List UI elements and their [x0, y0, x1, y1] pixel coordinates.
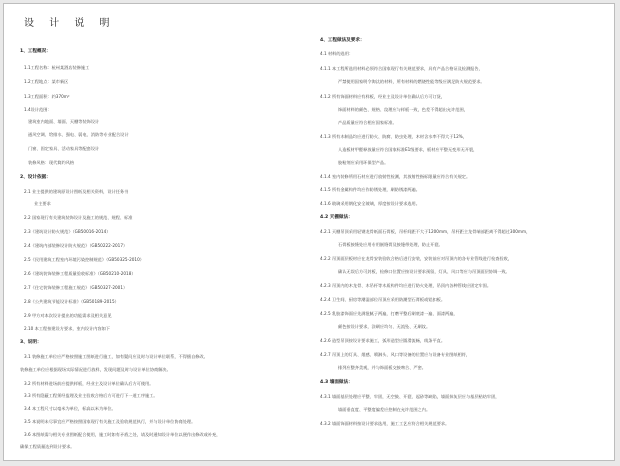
text-line: 2、设计依据：: [20, 175, 51, 180]
text-line: 颜色按设计要求，涂刷应均匀、无流坠、无刷纹。: [338, 324, 431, 329]
text-line: 饰面材料的颜色、规格、纹理应与样板一致，色差不得超出允许范围，: [338, 107, 468, 112]
text-line: 4.2.1 天棚吊顶采用轻钢龙骨纸面石膏板，吊杆间距不大于1200mm，吊杆距主龙骨端部距离不得超过300mm，: [320, 229, 531, 234]
text-line: 2.2 国家现行有关建筑装饰设计及施工的规范、规程、标准: [24, 215, 133, 220]
text-line: 门窗、固定家具、活动家具等配套设计: [28, 146, 100, 151]
text-line: 产品质量应符合相应国家标准。: [338, 120, 397, 125]
text-line: 3.3 所有隐蔽工程须经监理及业主验收合格后方可进行下一道工序施工。: [24, 393, 158, 398]
text-line: 4.1.2 所有饰面材料应有样板，经业主及设计单位确认后方可订货，: [320, 94, 446, 99]
text-line: 2.3《建筑设计防火规范》（GB50016-2014）: [24, 229, 111, 234]
text-line: 确保工程质量达到设计要求。: [20, 444, 75, 449]
text-line: 1、工程概况：: [20, 49, 51, 54]
text-line: 人造板材甲醛释放量应符合国家标准E1级要求，板材应平整无变形无开裂，: [338, 147, 478, 152]
text-line: 2.8《公共建筑节能设计标准》（GB50189-2015）: [24, 299, 119, 304]
text-line: 严禁使用国家明令淘汰的材料，所有材料的燃烧性能等级应满足防火规范要求。: [338, 79, 485, 84]
text-line: 建筑室内地面、墙面、天棚等装饰设计: [28, 119, 100, 124]
text-line: 4.2.7 吊顶上的灯具、烟感、喷淋头、风口等设备的位置应与设备专业图纸相符，: [320, 352, 471, 357]
text-line: 4.2 天棚做法：: [320, 215, 353, 220]
text-line: 4、工程做法及要求：: [320, 38, 365, 43]
text-line: 3.2 所有材料进场前应提供样板，经业主及设计单位确认后方可使用。: [24, 381, 154, 386]
text-line: 4.3.2 墙面饰面材料按设计要求选用，施工工艺应符合相关规范要求。: [320, 421, 450, 426]
text-line: 1.3工程面积：约370m²: [24, 94, 70, 99]
text-line: 2.6《建筑装饰装修工程质量验收标准》（GB50210-2018）: [24, 271, 136, 276]
text-line: 4.1.4 室内装修所用石材应进行放射性检测，其放射性指标限量应符合有关规定。: [320, 174, 471, 179]
text-line: 3.1 装修施工单位应严格按照施工图纸进行施工，如有疑问应及时与设计单位联系，不得擅自修改。: [24, 354, 208, 359]
text-line: 4.1.3 所有木制品均应进行防火、防腐、防虫处理，木材含水率不得大于12%，: [320, 134, 467, 139]
page-title: 设 计 说 明: [24, 18, 116, 29]
text-line: 4.1.5 所有金属构件均应作防锈处理，刷防锈漆两遍。: [320, 187, 420, 192]
text-line: 3.4 本工程尺寸以毫米为单位，标高以米为单位。: [24, 406, 116, 411]
text-line: 业主要求: [34, 201, 51, 206]
text-line: 2.7《住宅装饰装修工程施工规范》（GB50327-2001）: [24, 285, 128, 290]
text-line: 确认无误后方可封板，检修口位置应按设计要求预留，灯具、风口等应与吊顶面层协调一致。: [338, 269, 510, 274]
text-line: 4.1.6 玻璃采用钢化安全玻璃，厚度按设计要求选用。: [320, 201, 420, 206]
text-line: 2.9 甲方对本次设计提出的功能需求及相关意见: [24, 313, 112, 318]
text-line: 3.6 本图纸需与相关专业图纸配合使用，施工时如有矛盾之处，请及时通知设计单位以便作出修改或补充，: [24, 432, 221, 437]
text-line: 4.1.1 本工程所选用材料必须符合国家现行有关规范要求，具有产品合格证及检测报告，: [320, 66, 483, 71]
text-line: 1.4设计范围：: [24, 107, 52, 112]
text-line: 石膏板接缝处应用专用嵌缝膏及接缝带处理，防止开裂。: [338, 242, 443, 247]
text-line: 4.2.2 吊顶面层板材应在龙骨安装验收合格后进行安装，安装前应对吊顶内的各专业管线进行检查验收，: [320, 256, 513, 261]
text-line: 1.2工程地点：某市新区: [24, 79, 69, 84]
text-line: 3.5 本说明未尽事宜应严格按照国家现行有关施工及验收规范执行，并与设计单位协商处理。: [24, 419, 196, 424]
text-line: 2.4《建筑内部装修设计防火规范》（GB50222-2017）: [24, 243, 128, 248]
text-line: 通风空调、给排水、强电、弱电、消防等专业配合设计: [28, 132, 129, 137]
document-sheet: [3, 3, 615, 461]
text-line: 2.1 业主提供的建筑原设计图纸及相关资料，设计任务书: [24, 189, 129, 194]
text-line: 2.10 本工程按建设方要求，室内设计内容如下: [24, 326, 111, 331]
text-line: 1.1工程名称：杭州某酒店装修施工: [24, 65, 90, 70]
text-line: 装修风格：现代简约风格: [28, 160, 75, 165]
text-line: 4.3.1 墙面基层处理应平整、牢固，无空鼓、开裂、起砂等缺陷，墙面抹灰层应与基层粘结牢固，: [320, 394, 500, 399]
text-line: 4.3 墙面做法：: [320, 380, 353, 385]
text-line: 4.2.3 吊顶内的木龙骨、木吊杆等木质构件均应进行防火处理，吊顶内各种管线应固定牢固。: [320, 283, 492, 288]
text-line: 墙面垂直度、平整度偏差应控制在允许范围之内。: [338, 407, 431, 412]
text-line: 4.2.4 卫生间、厨房等潮湿部位吊顶应采用防潮型石膏板或铝扣板。: [320, 297, 446, 302]
text-line: 2.5《民用建筑工程室内环境污染控制规范》（GB50325-2010）: [24, 257, 144, 262]
text-line: 3、说明：: [20, 340, 42, 345]
text-line: 装修施工单位应根据现场实际情况进行放样，发现问题及时与设计单位协商解决。: [20, 367, 171, 372]
text-line: 4.2.6 造型吊顶按设计要求施工，弧形造型应圆滑流畅，线条平直。: [320, 338, 446, 343]
text-line: 4.1 材料的选用：: [320, 51, 354, 56]
text-line: 4.2.5 乳胶漆饰面应先满批腻子两遍，打磨平整后刷底漆一遍、面漆两遍，: [320, 311, 458, 316]
text-line: 胶粘剂应采用环保型产品。: [338, 160, 389, 165]
text-line: 排列应整齐美观，并与饰面板交接吻合、严密。: [338, 365, 426, 370]
